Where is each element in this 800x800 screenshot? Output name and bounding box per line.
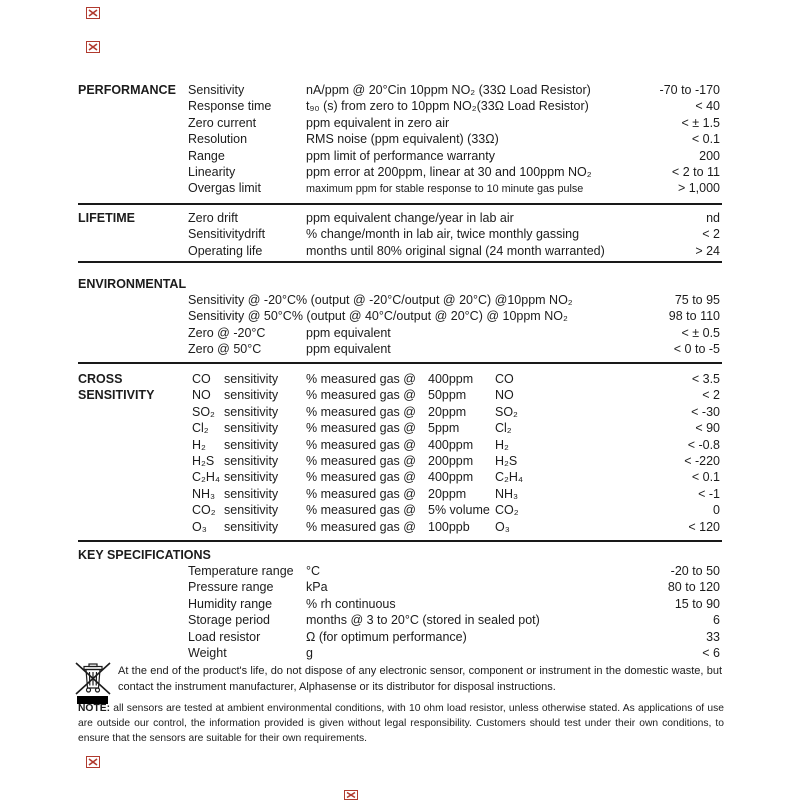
spec-description: % (output @ -20°C/output @ 20°C) @10ppm NO₂ [296, 293, 573, 307]
cross-sensitivity-row [78, 420, 722, 436]
spec-value: -70 to -170 [659, 83, 720, 97]
section-title-key-specifications: KEY SPECIFICATIONS [78, 548, 211, 562]
spec-description: months @ 3 to 20°C (stored in sealed pot) [306, 613, 540, 628]
broken-image-icon [86, 755, 100, 767]
spec-value: > 1,000 [677, 181, 720, 196]
gas-label: H₂ [495, 437, 509, 452]
cross-sensitivity-row [78, 519, 722, 535]
spec-description: months until 80% original signal (24 month warranted) [306, 243, 605, 258]
parameter-label: Operating life [188, 243, 263, 258]
cross-sensitivity-row [78, 502, 722, 518]
cross-sensitivity-row [78, 371, 722, 387]
gas-label: H₂ [192, 437, 206, 452]
broken-image-icon [86, 40, 100, 52]
spec-description: % change/month in lab air, twice monthly gassing [306, 227, 580, 242]
spec-value: < -1 [698, 486, 720, 501]
spec-description: % measured gas @ [306, 519, 416, 534]
spec-value: 80 to 120 [667, 580, 720, 595]
spec-row [78, 82, 722, 98]
spec-description: maximum ppm for stable response to 10 minute gas pulse [306, 183, 584, 196]
spec-row [78, 341, 722, 357]
gas-label: CO [192, 372, 211, 386]
gas-amount: 20ppm [428, 486, 467, 501]
spec-value: 33 [706, 629, 720, 644]
spec-description: ppm equivalent [306, 325, 391, 340]
spec-row [78, 210, 722, 226]
parameter-label: Sensitivity [188, 83, 245, 97]
sensitivity-label: sensitivity [224, 437, 279, 452]
spec-description: % (output @ 40°C/output @ 20°C) @ 10ppm NO₂ [291, 309, 568, 324]
gas-label: Cl₂ [192, 421, 209, 436]
spec-row [78, 180, 722, 196]
spec-description: % measured gas @ [306, 388, 416, 403]
spec-description: % measured gas @ [306, 437, 416, 452]
section-divider [78, 540, 722, 542]
parameter-label: Humidity range [188, 596, 273, 611]
spec-description: % measured gas @ [306, 421, 416, 436]
gas-label: Cl₂ [495, 421, 512, 436]
spec-row [78, 243, 722, 259]
section-divider [78, 261, 722, 263]
gas-label: H₂S [192, 453, 215, 468]
spec-value: < ± 0.5 [681, 325, 720, 340]
spec-description: ppm limit of performance warranty [306, 148, 495, 163]
spec-value: < 2 [702, 227, 720, 242]
spec-value: 0 [713, 503, 720, 518]
performance-table [78, 82, 722, 197]
broken-image-icon [86, 6, 100, 18]
spec-description: % measured gas @ [306, 486, 416, 501]
spec-row [78, 98, 722, 114]
gas-label: SO₂ [192, 404, 215, 419]
spec-description: t₉₀ (s) from zero to 10ppm NO₂(33Ω Load Resistor) [306, 99, 589, 114]
footnote [78, 702, 724, 746]
spec-value: -20 to 50 [670, 564, 720, 578]
spec-description: ppm equivalent [306, 342, 391, 357]
spec-row [78, 115, 722, 131]
gas-label: NH₃ [495, 486, 519, 501]
spec-value: < -0.8 [687, 437, 720, 452]
spec-value: < ± 1.5 [681, 115, 720, 130]
parameter-label: Load resistor [188, 629, 261, 644]
environmental-table [78, 292, 722, 358]
parameter-label: Response time [188, 99, 272, 114]
key-specifications-table [78, 563, 722, 661]
spec-row [78, 131, 722, 147]
spec-value: < 0.1 [691, 132, 720, 147]
parameter-label: Zero drift [188, 211, 239, 225]
gas-amount: 400ppm [428, 470, 474, 485]
cross-sensitivity-row [78, 387, 722, 403]
spec-value: < -220 [684, 453, 720, 468]
gas-label: C₂H₄ [495, 470, 524, 485]
cross-sensitivity-table [78, 371, 722, 535]
cross-sensitivity-row [78, 437, 722, 453]
spec-description: nA/ppm @ 20°Cin 10ppm NO₂ (33Ω Load Resistor) [306, 83, 591, 97]
spec-value: < 0.1 [691, 470, 720, 485]
spec-value: < 2 [702, 388, 720, 403]
spec-value: nd [706, 211, 720, 225]
parameter-label: Storage period [188, 613, 271, 628]
gas-label: CO₂ [495, 503, 519, 518]
sensitivity-label: sensitivity [224, 388, 279, 403]
spec-description: kPa [306, 580, 328, 595]
spec-value: < 120 [688, 519, 720, 534]
spec-value: 6 [713, 613, 720, 628]
disposal-note: At the end of the product's life, do not dispose of any electronic sensor, component or instrument in the domestic waste, but contact the instrument manufacturer, Alphasense or its distributor for disposal instructions. [118, 665, 722, 693]
gas-label: CO₂ [192, 503, 216, 518]
parameter-label: Zero current [188, 115, 257, 130]
gas-amount: 400ppm [428, 437, 474, 452]
spec-row [78, 308, 722, 324]
sensitivity-label: sensitivity [224, 453, 279, 468]
parameter-label: Resolution [188, 132, 248, 147]
spec-value: 15 to 90 [674, 596, 720, 611]
parameter-label: Overgas limit [188, 181, 261, 196]
spec-value: < 3.5 [691, 372, 720, 386]
sensitivity-label: sensitivity [224, 503, 279, 518]
spec-value: 98 to 110 [668, 309, 720, 324]
cross-sensitivity-row [78, 486, 722, 502]
parameter-label: Temperature range [188, 564, 294, 578]
parameter-label: Range [188, 148, 225, 163]
gas-label: SO₂ [495, 404, 518, 419]
spec-value: < -30 [691, 404, 720, 419]
spec-description: °C [306, 564, 321, 578]
gas-label: H₂S [495, 453, 518, 468]
parameter-label: Sensitivity @ 50°C [188, 309, 292, 324]
spec-description: % rh continuous [306, 596, 396, 611]
gas-label: O₃ [192, 519, 207, 534]
gas-amount: 5% volume [428, 503, 490, 518]
gas-label: NH₃ [192, 486, 216, 501]
sensitivity-label: sensitivity [224, 519, 279, 534]
spec-row [78, 612, 722, 628]
spec-row [78, 629, 722, 645]
spec-value: 75 to 95 [674, 293, 720, 307]
section-divider [78, 362, 722, 364]
spec-description: % measured gas @ [306, 453, 416, 468]
gas-label: NO [495, 388, 514, 403]
gas-amount: 5ppm [428, 421, 460, 436]
spec-value: < 6 [702, 645, 720, 660]
spec-row [78, 645, 722, 661]
section-title-environmental: ENVIRONMENTAL [78, 277, 187, 291]
gas-amount: 400ppm [428, 372, 474, 386]
spec-row [78, 579, 722, 595]
gas-label: NO [192, 388, 211, 403]
spec-description: RMS noise (ppm equivalent) (33Ω) [306, 132, 499, 147]
spec-row [78, 325, 722, 341]
parameter-label: Pressure range [188, 580, 274, 595]
footnote-label: NOTE: [78, 703, 111, 714]
sensitivity-label: sensitivity [224, 486, 279, 501]
section-title-lifetime: LIFETIME [78, 211, 135, 225]
cross-sensitivity-row [78, 469, 722, 485]
spec-description: g [306, 645, 313, 660]
spec-value: 200 [699, 148, 720, 163]
parameter-label: Weight [188, 645, 227, 660]
cross-sensitivity-row [78, 404, 722, 420]
gas-label: C₂H₄ [192, 470, 221, 485]
gas-amount: 50ppm [428, 388, 467, 403]
spec-description: % measured gas @ [306, 404, 416, 419]
parameter-label: Sensitivitydrift [188, 227, 266, 242]
section-title-performance: PERFORMANCE [78, 83, 176, 97]
spec-row [78, 292, 722, 308]
spec-value: < 0 to -5 [673, 342, 720, 357]
spec-value: < 90 [695, 421, 720, 436]
sensitivity-label: sensitivity [224, 470, 279, 485]
parameter-label: Zero @ -20°C [188, 325, 266, 340]
spec-value: > 24 [695, 243, 720, 258]
cross-sensitivity-row [78, 453, 722, 469]
spec-description: % measured gas @ [306, 470, 416, 485]
gas-amount: 100ppb [428, 519, 470, 534]
spec-row [78, 226, 722, 242]
spec-value: < 2 to 11 [671, 164, 720, 179]
spec-description: % measured gas @ [306, 503, 416, 518]
spec-description: ppm equivalent in zero air [306, 115, 450, 130]
spec-row [78, 563, 722, 579]
footnote-text: all sensors are tested at ambient environmental conditions, with 10 ohm load resistor, unless otherwise stated. As applications of use are outside our control, the information provided is given without legal responsibility. Customers should test under their own conditions, to ensure that the sensors are suitable for their own requirements. [78, 703, 724, 744]
section-title-cross-sensitivity: CROSS SENSITIVITY [78, 372, 155, 403]
gas-amount: 200ppm [428, 453, 474, 468]
section-divider [78, 203, 722, 205]
spec-description: ppm error at 200ppm, linear at 30 and 100ppm NO₂ [306, 164, 592, 179]
sensitivity-label: sensitivity [224, 404, 279, 419]
spec-value: < 40 [695, 99, 720, 114]
gas-label: O₃ [495, 519, 510, 534]
parameter-label: Linearity [188, 164, 236, 179]
spec-row [78, 164, 722, 180]
gas-amount: 20ppm [428, 404, 467, 419]
sensitivity-label: sensitivity [224, 372, 279, 386]
spec-description: % measured gas @ [306, 372, 416, 386]
lifetime-table [78, 210, 722, 259]
spec-description: Ω (for optimum performance) [306, 629, 467, 644]
broken-image-icon [344, 787, 358, 797]
sensitivity-label: sensitivity [224, 421, 279, 436]
spec-row [78, 148, 722, 164]
spec-description: ppm equivalent change/year in lab air [306, 211, 514, 225]
gas-label: CO [495, 372, 514, 386]
parameter-label: Sensitivity @ -20°C [188, 293, 296, 307]
parameter-label: Zero @ 50°C [188, 342, 262, 357]
spec-row [78, 596, 722, 612]
